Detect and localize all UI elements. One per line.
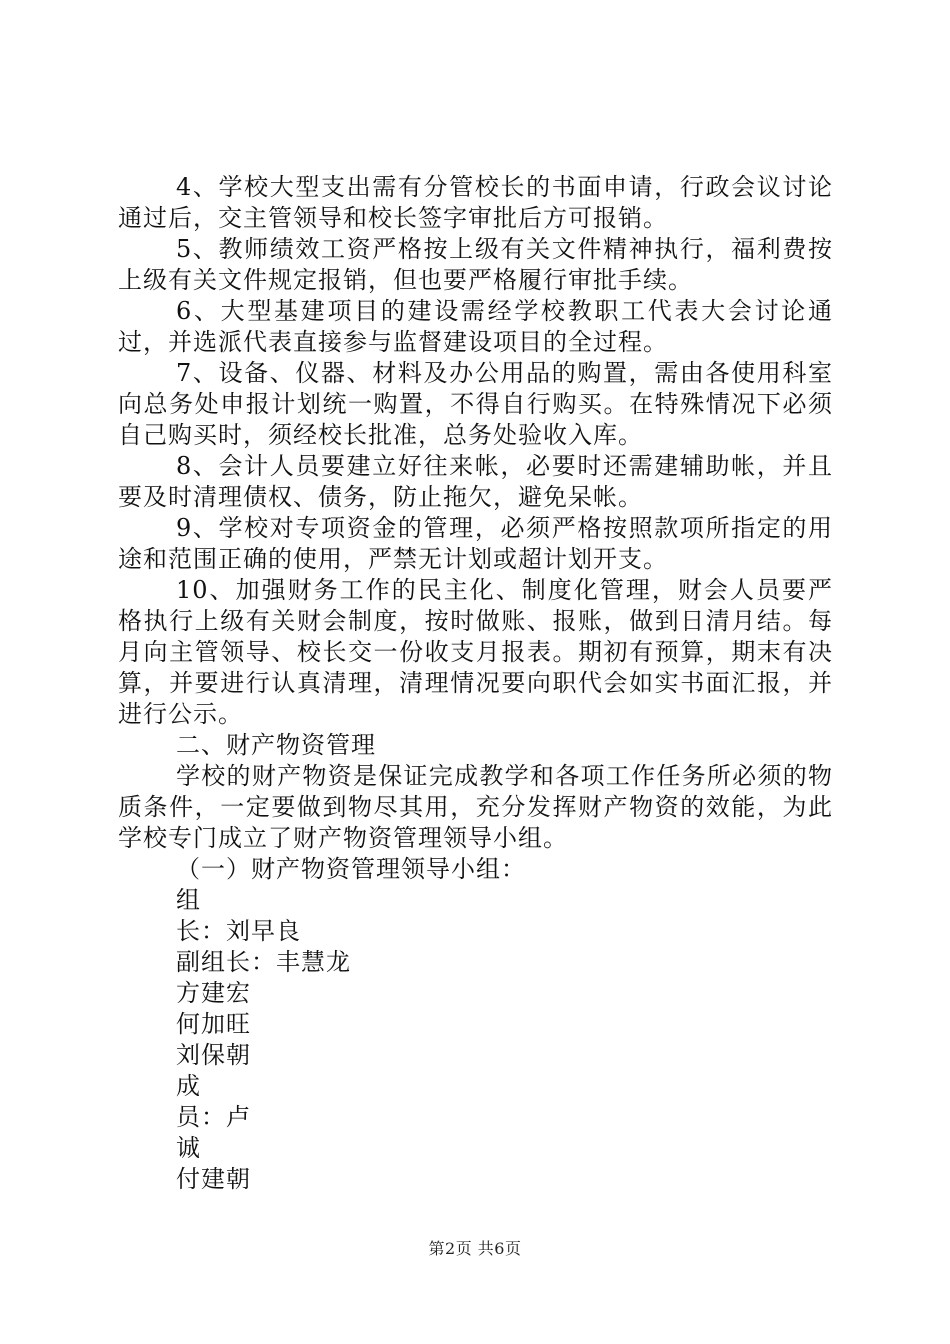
paragraph-item-6: 6、大型基建项目的建设需经学校教职工代表大会讨论通过，并选派代表直接参与监督建设项目的全过程。	[118, 297, 833, 356]
member-line: 刘保朝	[176, 1041, 251, 1069]
page-footer	[0, 1236, 950, 1259]
member-list	[118, 885, 833, 1195]
subsection-heading: （一）财产物资管理领导小组：	[176, 855, 526, 883]
page-number: 第2页 共6页	[428, 1239, 522, 1258]
section-heading: 二、财产物资管理	[176, 731, 376, 759]
document-body	[118, 172, 833, 1195]
member-line: 员：卢	[176, 1103, 251, 1131]
member-line: 成	[176, 1072, 201, 1100]
section-intro-paragraph: 学校的财产物资是保证完成教学和各项工作任务所必须的物质条件，一定要做到物尽其用，充分发挥财产物资的效能，为此学校专门成立了财产物资管理领导小组。	[118, 762, 833, 852]
paragraph-item-7: 7、设备、仪器、材料及办公用品的购置，需由各使用科室向总务处申报计划统一购置，不得自行购买。在特殊情况下必须自己购买时，须经校长批准，总务处验收入库。	[118, 359, 833, 449]
member-line: 组	[176, 886, 201, 914]
paragraph-item-5: 5、教师绩效工资严格按上级有关文件精神执行，福利费按上级有关文件规定报销，但也要严格履行审批手续。	[118, 235, 833, 294]
paragraph-item-9: 9、学校对专项资金的管理，必须严格按照款项所指定的用途和范围正确的使用，严禁无计划或超计划开支。	[118, 514, 833, 573]
paragraph-item-8: 8、会计人员要建立好往来帐，必要时还需建辅助帐，并且要及时清理债权、债务，防止拖欠，避免呆帐。	[118, 452, 833, 511]
member-line: 方建宏	[176, 979, 251, 1007]
paragraph-item-4: 4、学校大型支出需有分管校长的书面申请，行政会议讨论通过后，交主管领导和校长签字审批后方可报销。	[118, 173, 833, 232]
member-line: 何加旺	[176, 1010, 251, 1038]
member-line: 付建朝	[176, 1165, 251, 1193]
member-line: 长：刘早良	[176, 917, 301, 945]
member-line: 副组长：丰慧龙	[176, 948, 351, 976]
paragraph-item-10: 10、加强财务工作的民主化、制度化管理，财会人员要严格执行上级有关财会制度，按时做账、报账，做到日清月结。每月向主管领导、校长交一份收支月报表。期初有预算，期末有决算，并要进行认真清理，清理情况要向职代会如实书面汇报，并进行公示。	[118, 576, 833, 728]
member-line: 诚	[176, 1134, 201, 1162]
